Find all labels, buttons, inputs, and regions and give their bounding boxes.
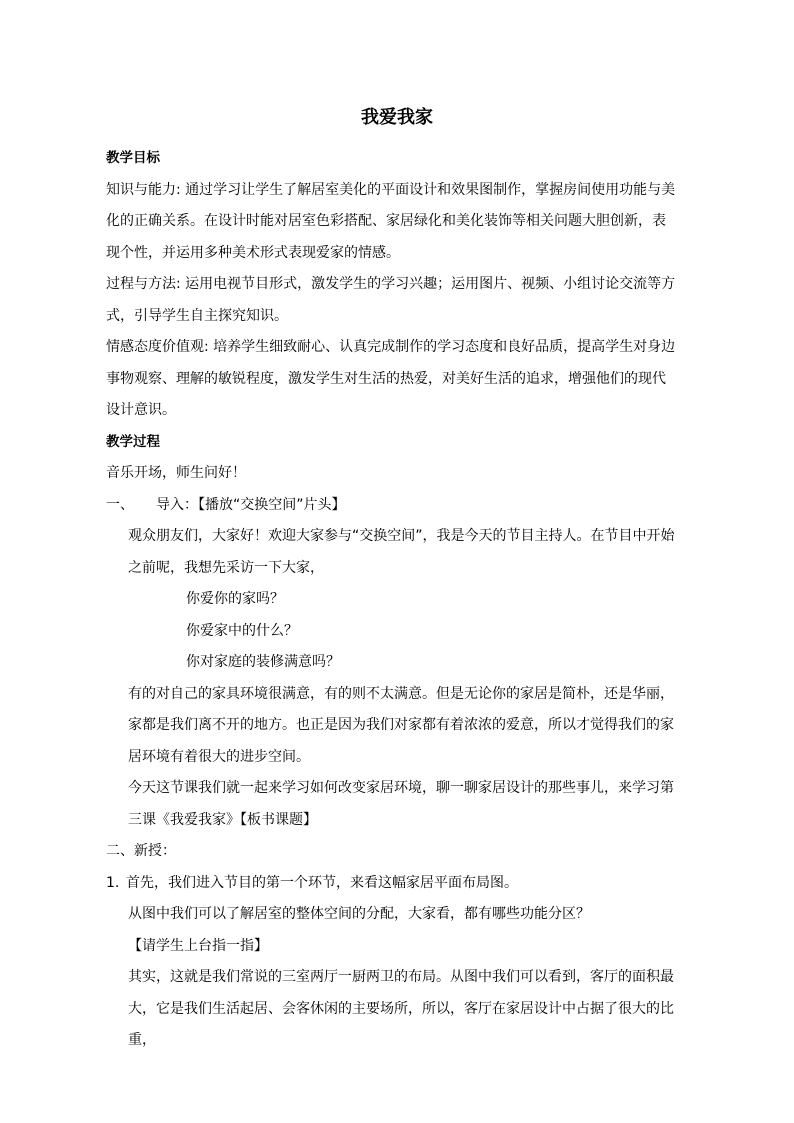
- section-part1: [106, 490, 678, 522]
- document-title: 我爱我家: [361, 107, 433, 128]
- paragraph-lesson-topic: 今天这节课我们就一起来学习如何改变家居环境，聊一聊家居设计的那些事儿，来学习第三课《我爱我家》【板书课题】: [128, 780, 674, 828]
- paragraph-step1-action: 【请学生上台指一指】: [128, 937, 268, 954]
- heading-teaching-goals: 教学目标: [106, 150, 160, 166]
- paragraph-opening: 音乐开场，师生问好！: [106, 465, 246, 481]
- question-1: 你爱你的家吗？: [186, 591, 284, 607]
- paragraph-step1-explanation: 其实，这就是我们常说的三室两厅一厨两卫的布局。从图中我们可以看到，客厅的面积最大，它是我们生活起居、会客休闲的主要场所，所以，客厅在家居设计中占据了很大的比重，: [128, 969, 674, 1048]
- question-3: 你对家庭的装修满意吗？: [186, 654, 340, 670]
- heading-teaching-process: 教学过程: [106, 433, 160, 450]
- step-1-number: 1.: [106, 874, 120, 891]
- step-1: [106, 868, 678, 900]
- paragraph-home-environment: 有的对自己的家具环境很满意，有的则不太满意。但是无论你的家居是简朴，还是华丽，家都是我们离不开的地方。也正是因为我们对家都有着浓浓的爱意，所以才觉得我们的家居环境有着很大的进步空间。: [128, 685, 674, 765]
- step-1-text: 首先，我们进入节目的第一个环节，来看这幅家居平面布局图。: [126, 874, 518, 891]
- paragraph-step1-question: 从图中我们可以了解居室的整体空间的分配，大家看，都有哪些功能分区？: [128, 906, 590, 922]
- document-body: [106, 143, 678, 1057]
- paragraph-goal-knowledge: 知识与能力: 通过学习让学生了解居室美化的平面设计和效果图制作，掌握房间使用功能与美化的正确关系。在设计时能对居室色彩搭配、家居绿化和美化装饰等相关问题大胆创新，表现个性，并运用多种美术形式表现爱家的情感。: [106, 181, 676, 261]
- paragraph-goal-emotion: 情感态度价值观: 培养学生细致耐心、认真完成制作的学习态度和良好品质，提高学生对身边事物观察、理解的敏锐程度，激发学生对生活的热爱，对美好生活的追求，增强他们的现代设计意识。: [106, 339, 676, 418]
- paragraph-intro: 观众朋友们，大家好！欢迎大家参与“交换空间”，我是今天的节目主持人。在节目中开始之前呢，我想先采访一下大家，: [128, 528, 675, 576]
- part1-text: 导入：【播放“交换空间”片头】: [156, 496, 346, 513]
- section-part2: 二、新授：: [106, 843, 176, 859]
- question-2: 你爱家中的什么？: [186, 622, 298, 639]
- part1-number: 一、: [106, 496, 134, 513]
- paragraph-goal-process: 过程与方法: 运用电视节目形式，激发学生的学习兴趣；运用图片、视频、小组讨论交流等方式，引导学生自主探究知识。: [106, 276, 676, 324]
